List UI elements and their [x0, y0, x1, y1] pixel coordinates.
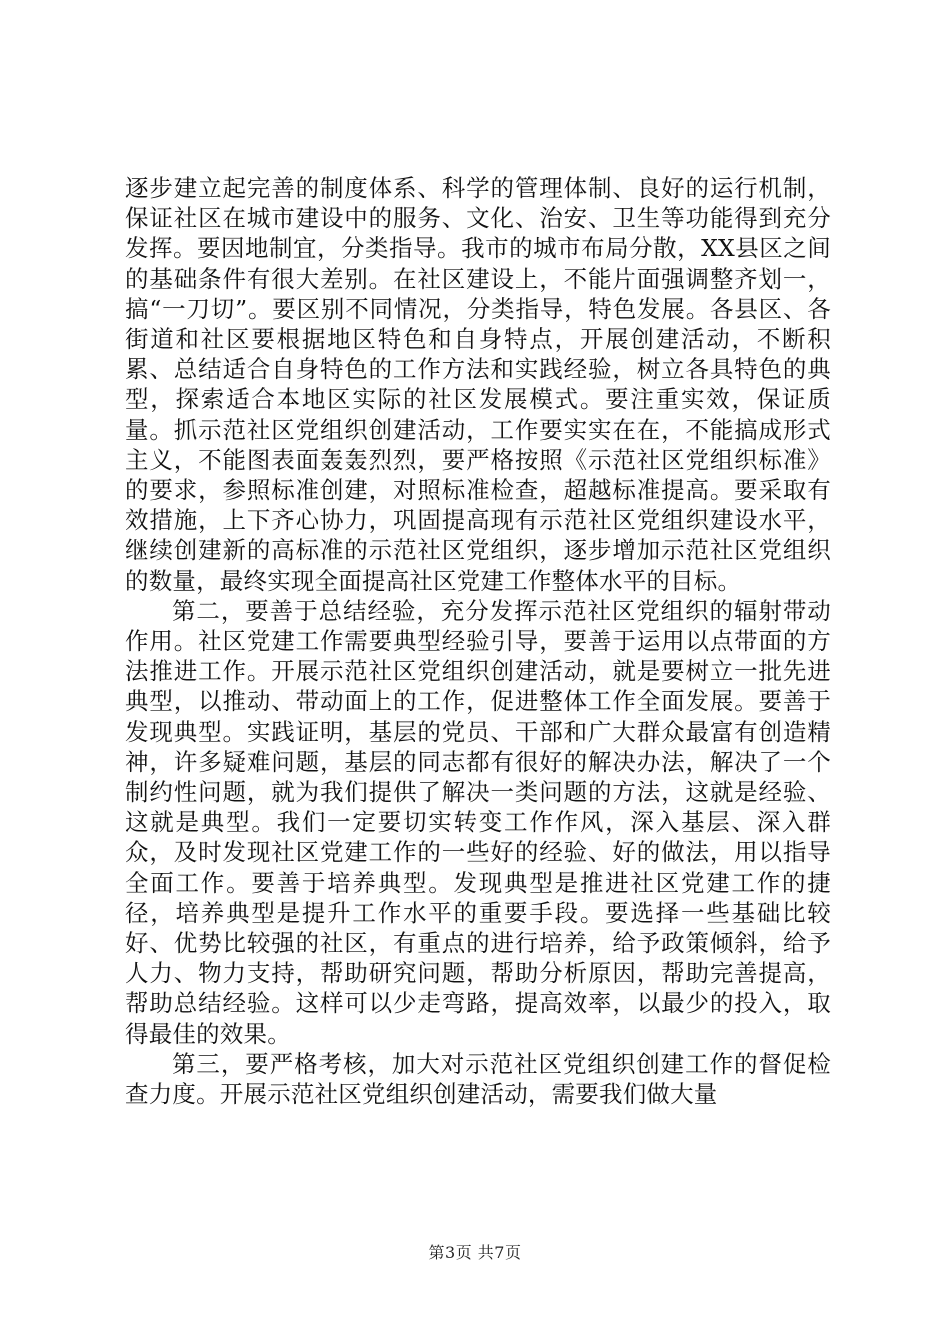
page-number-footer: 第3页 共7页 — [428, 1243, 522, 1262]
paragraph-third-point: 第三，要严格考核，加大对示范社区党组织创建工作的督促检查力度。开展示范社区党组织创建活动，需要我们做大量 — [125, 1049, 831, 1109]
paragraph-second-point: 第二，要善于总结经验，充分发挥示范社区党组织的辐射带动作用。社区党建工作需要典型经验引导，要善于运用以点带面的方法推进工作。开展示范社区党组织创建活动，就是要树立一批先进典型，以推动、带动面上的工作，促进整体工作全面发展。要善于发现典型。实践证明，基层的党员、干部和广大群众最富有创造精神，许多疑难问题，基层的同志都有很好的解决办法，解决了一个制约性问题，就为我们提供了解决一类问题的方法，这就是经验、这就是典型。我们一定要切实转变工作作风，深入基层、深入群众，及时发现社区党建工作的一些好的经验、好的做法，用以指导全面工作。要善于培养典型。发现典型是推进社区党建工作的捷径，培养典型是提升工作水平的重要手段。要选择一些基础比较好、优势比较强的社区，有重点的进行培养，给予政策倾斜，给予人力、物力支持，帮助研究问题，帮助分析原因，帮助完善提高，帮助总结经验。这样可以少走弯路，提高效率，以最少的投入，取得最佳的效果。 — [125, 596, 831, 1048]
document-body — [125, 173, 831, 1109]
paragraph-continued: 逐步建立起完善的制度体系、科学的管理体制、良好的运行机制，保证社区在城市建设中的服务、文化、治安、卫生等功能得到充分发挥。要因地制宜，分类指导。我市的城市布局分散，XX县区之间的基础条件有很大差别。在社区建设上，不能片面强调整齐划一，搞“一刀切”。要区别不同情况，分类指导，特色发展。各县区、各街道和社区要根据地区特色和自身特点，开展创建活动，不断积累、总结适合自身特色的工作方法和实践经验，树立各具特色的典型，探索适合本地区实际的社区发展模式。要注重实效，保证质量。抓示范社区党组织创建活动，工作要实实在在，不能搞成形式主义，不能图表面轰轰烈烈，要严格按照《示范社区党组织标准》的要求，参照标准创建，对照标准检查，超越标准提高。要采取有效措施，上下齐心协力，巩固提高现有示范社区党组织建设水平，继续创建新的高标准的示范社区党组织，逐步增加示范社区党组织的数量，最终实现全面提高社区党建工作整体水平的目标。 — [125, 174, 831, 595]
